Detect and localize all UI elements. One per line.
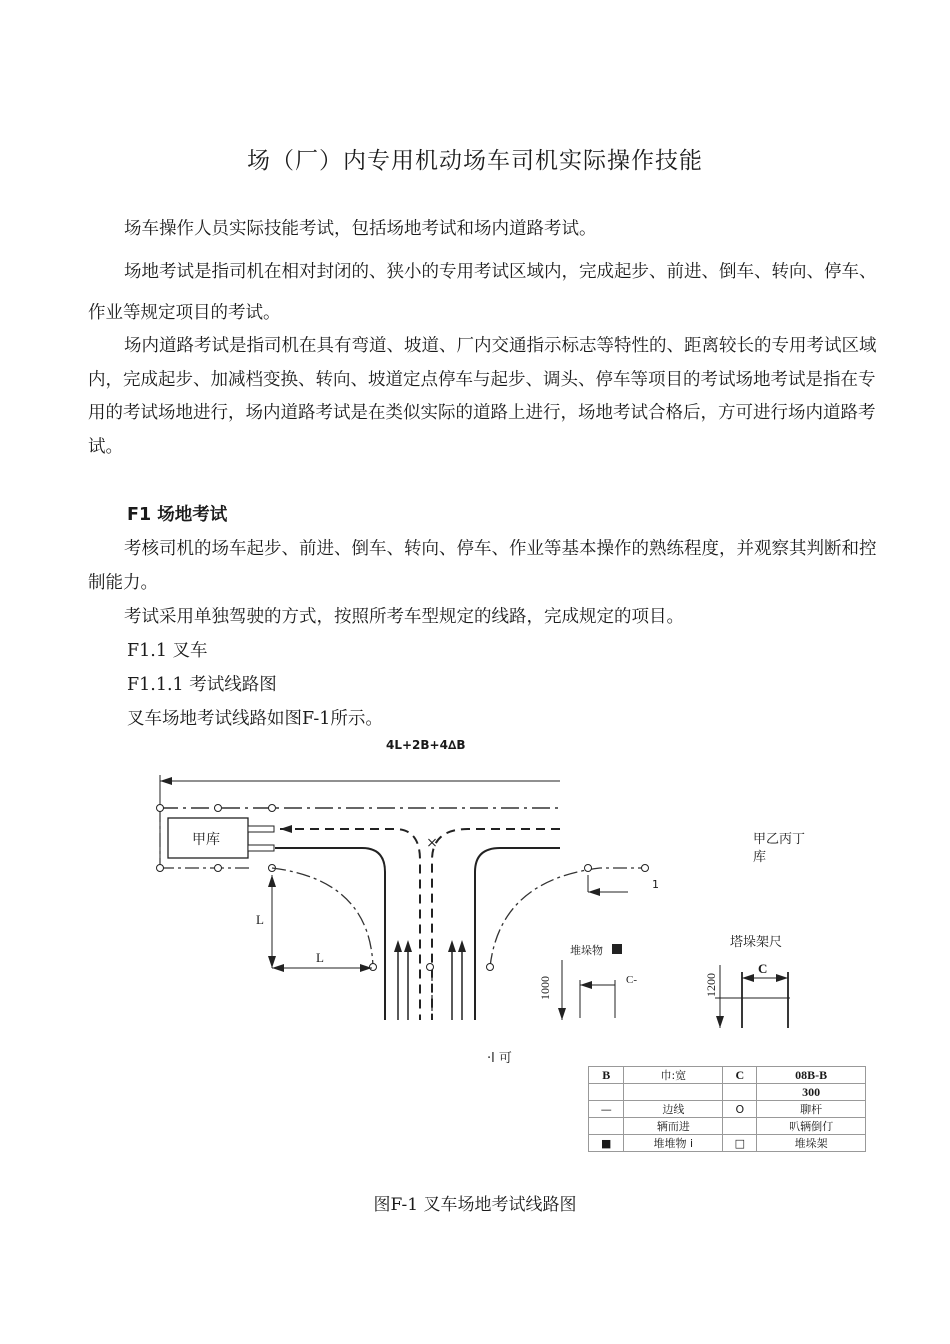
legend-row <box>589 1067 866 1084</box>
intro-paragraph-2: 场地考试是指司机在相对封闭的、狭小的专用考试区域内，完成起步、前进、倒车、转向、停车、作业等规定项目的考试。 <box>88 262 877 323</box>
legend-cell: 巾:宽 <box>624 1067 723 1084</box>
legend-cell: 聊杆 <box>757 1101 866 1118</box>
legend-cell: 堆堆物 i <box>624 1135 723 1152</box>
subheading-forklift: F1.1 叉车 <box>127 641 208 661</box>
legend-cell <box>723 1084 757 1101</box>
section-heading-f1: F1 场地考试 <box>127 505 228 525</box>
legend-cell: 边线 <box>624 1101 723 1118</box>
garage-label: 甲库 <box>192 832 220 848</box>
legend-line-symbol: — <box>589 1101 624 1118</box>
legend-row <box>589 1118 866 1135</box>
stack-label: 堆垛物 <box>570 944 603 957</box>
garages-label-line2: 库 <box>753 850 767 865</box>
legend-cell: 300 <box>757 1084 866 1101</box>
bottom-note: ·l 可 <box>487 1051 512 1066</box>
legend-row <box>589 1101 866 1118</box>
legend-cell: 辆而进 <box>624 1118 723 1135</box>
dimension-1200: 1200 <box>704 973 718 997</box>
legend-stack-symbol: ■ <box>589 1135 624 1152</box>
svg-text:×: × <box>426 835 438 851</box>
legend-pole-symbol: O <box>723 1101 757 1118</box>
figure-caption: 图F-1 叉车场地考试线路图 <box>373 1195 577 1215</box>
section-paragraph-1: 考核司机的场车起步、前进、倒车、转向、停车、作业等基本操作的熟练程度，并观察其判断和控制能力。 <box>88 539 877 593</box>
small-mark-label: 1 <box>652 878 659 891</box>
legend-cell <box>589 1084 624 1101</box>
legend-cell: 08B-B <box>757 1067 866 1084</box>
intro-paragraph-1: 场车操作人员实际技能考试，包括场地考试和场内道路考试。 <box>124 219 597 239</box>
legend-table <box>588 1066 866 1152</box>
legend-cell <box>723 1118 757 1135</box>
rack-label: 塔垛架尺 <box>730 935 783 950</box>
legend-cell <box>624 1084 723 1101</box>
dimension-L-vertical: L <box>256 912 264 927</box>
section-paragraph-2: 考试采用单独驾驶的方式，按照所考车型规定的线路，完成规定的项目。 <box>124 607 684 627</box>
legend-cell: B <box>589 1067 624 1084</box>
legend-cell <box>589 1118 624 1135</box>
intro-paragraph-3: 场内道路考试是指司机在具有弯道、坡道、厂内交通指示标志等特性的、距离较长的专用考试区域内，完成起步、加减档变换、转向、坡道定点停车与起步、调头、停车等项目的考试场地考试是指在专用的考试场地进行，场内道路考试是在类似实际的道路上进行，场地考试合格后，方可进行场内道路考试。 <box>88 336 877 457</box>
legend-row <box>589 1135 866 1152</box>
legend-row <box>589 1084 866 1101</box>
page-title: 场（厂）内专用机动场车司机实际操作技能 <box>247 148 703 174</box>
dimension-1000: 1000 <box>538 976 552 1000</box>
dimension-C: C <box>758 961 768 976</box>
legend-cell: 堆垛架 <box>757 1135 866 1152</box>
figure-intro: 叉车场地考试线路如图F-1所示。 <box>127 709 383 729</box>
top-dimension-label: 4L+2B+4∆B <box>386 738 466 752</box>
dimension-C2: C- <box>626 974 637 986</box>
subheading-route-map: F1.1.1 考试线路图 <box>127 675 277 695</box>
dimension-L-horizontal: L <box>316 950 324 965</box>
legend-cell: 叭辆倒仃 <box>757 1118 866 1135</box>
garages-label-line1: 甲乙丙丁 <box>753 832 806 847</box>
legend-rack-symbol: □ <box>723 1135 757 1152</box>
legend-cell: C <box>723 1067 757 1084</box>
